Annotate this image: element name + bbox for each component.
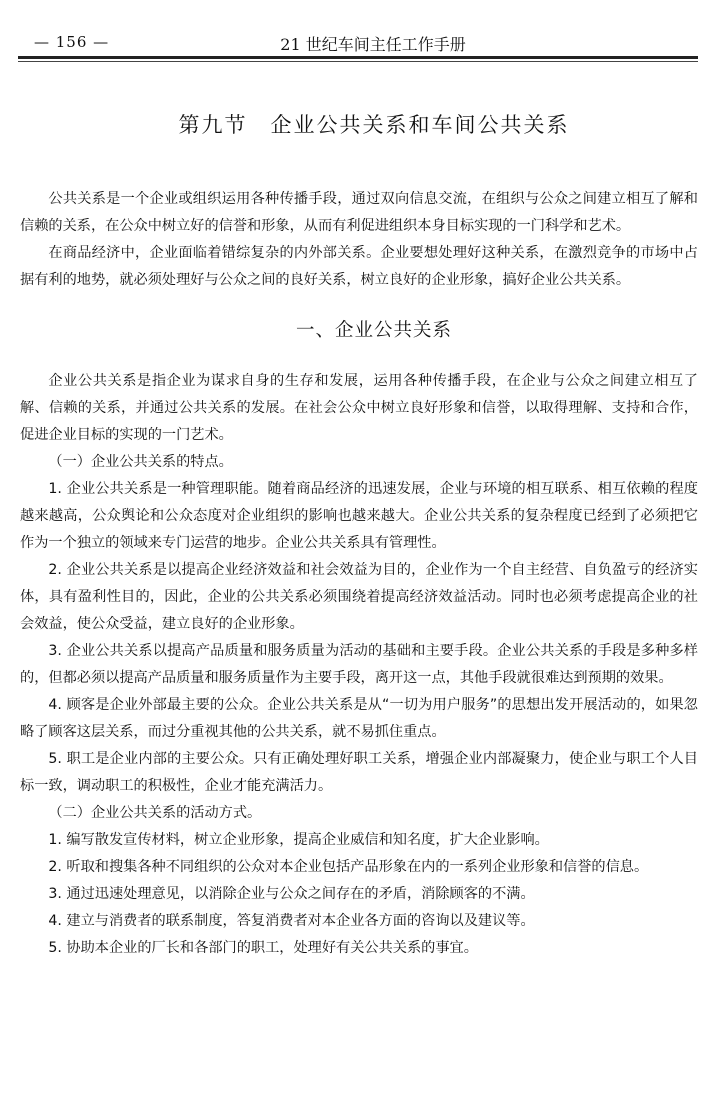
list-item: 4. 建立与消费者的联系制度，答复消费者对本企业各方面的咨询以及建议等。	[48, 913, 535, 929]
section-title: 第九节 企业公共关系和车间公共关系	[178, 113, 570, 137]
list-item: 4. 顾客是企业外部最主要的公众。企业公共关系是从“一切为用户服务”的思想出发开展活动的，如果忽略了顾客这层关系，而过分重视其他的公共关系，就不易抓住重点。	[20, 697, 698, 740]
header-rule-thin	[18, 61, 698, 62]
list-item: 2. 企业公共关系是以提高企业经济效益和社会效益为目的，企业作为一个自主经营、自负盈亏的经济实体，具有盈利性目的，因此，企业的公共关系必须围绕着提高经济效益活动。同时也必须考虑提高企业的社会效益，使公众受益，建立良好的企业形象。	[20, 562, 698, 632]
paragraph: 公共关系是一个企业或组织运用各种传播手段，通过双向信息交流，在组织与公众之间建立相互了解和信赖的关系，在公众中树立好的信誉和形象，从而有利促进组织本身目标实现的一门科学和艺术。	[20, 191, 698, 234]
page-number: — 156 —	[34, 33, 110, 51]
page-header	[18, 30, 698, 54]
list-item: 1. 编写散发宣传材料，树立企业形象，提高企业威信和知名度，扩大企业影响。	[48, 832, 549, 848]
paragraph: 企业公共关系是指企业为谋求自身的生存和发展，运用各种传播手段，在企业与公众之间建立相互了解、信赖的关系，并通过公共关系的发展。在社会公众中树立良好形象和信誉，以取得理解、支持和合作，促进企业目标的实现的一门艺术。	[20, 373, 698, 443]
list-heading: （二）企业公共关系的活动方式。	[48, 805, 262, 821]
list-heading: （一）企业公共关系的特点。	[48, 454, 233, 470]
running-title: 21 世纪车间主任工作手册	[280, 35, 466, 54]
list-item: 5. 职工是企业内部的主要公众。只有正确处理好职工关系，增强企业内部凝聚力，使企业与职工个人目标一致，调动职工的积极性，企业才能充满活力。	[20, 751, 698, 794]
list-item: 2. 听取和搜集各种不同组织的公众对本企业包括产品形象在内的一系列企业形象和信誉的信息。	[48, 859, 649, 875]
list-item: 1. 企业公共关系是一种管理职能。随着商品经济的迅速发展，企业与环境的相互联系、相互依赖的程度越来越高，公众舆论和公众态度对企业组织的影响也越来越大。企业公共关系的复杂程度已经到了必须把它作为一个独立的领域来专门运营的地步。企业公共关系具有管理性。	[20, 481, 698, 551]
list-item: 3. 企业公共关系以提高产品质量和服务质量为活动的基础和主要手段。企业公共关系的手段是多种多样的，但都必须以提高产品质量和服务质量作为主要手段，离开这一点，其他手段就很难达到预期的效果。	[20, 643, 698, 686]
header-rule-thick	[18, 56, 698, 59]
page-content	[20, 108, 698, 962]
subsection-title: 一、企业公共关系	[295, 320, 452, 341]
list-item: 3. 通过迅速处理意见，以消除企业与公众之间存在的矛盾，消除顾客的不满。	[48, 886, 535, 902]
paragraph: 在商品经济中，企业面临着错综复杂的内外部关系。企业要想处理好这种关系，在激烈竞争的市场中占据有利的地势，就必须处理好与公众之间的良好关系，树立良好的企业形象，搞好企业公共关系。	[20, 245, 698, 288]
list-item: 5. 协助本企业的厂长和各部门的职工，处理好有关公共关系的事宜。	[48, 940, 478, 956]
